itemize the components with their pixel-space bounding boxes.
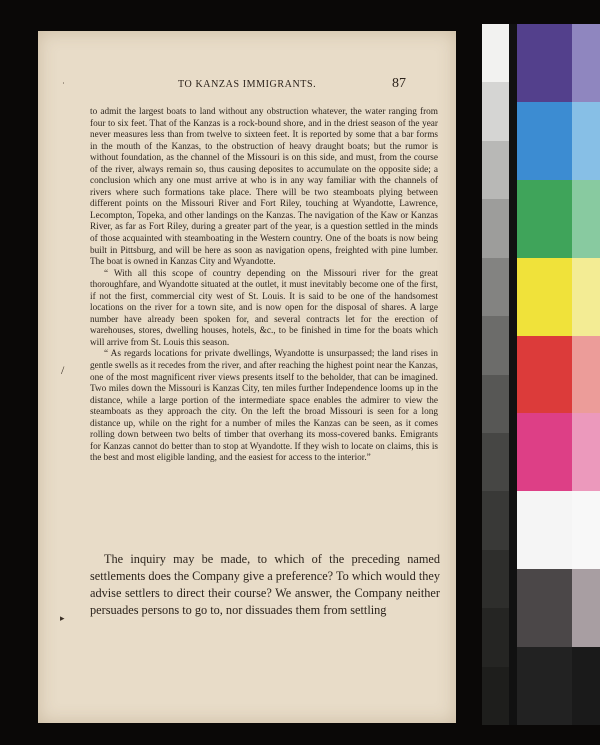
gray-chip	[482, 550, 509, 609]
running-head	[38, 76, 456, 95]
color-chip	[517, 102, 572, 180]
color-chip	[517, 24, 572, 102]
light-chip	[572, 413, 600, 491]
gray-chip	[482, 199, 509, 258]
margin-mark: ˙	[62, 81, 65, 91]
running-title: TO KANZAS IMMIGRANTS.	[178, 79, 317, 90]
paragraph: to admit the largest boats to land without any obstruction whatever, the water ranging from four to six feet. That of the Kanzas is a rock-bound shore, and in the driest season of the year never measures less than from twelve to sixteen feet. It is reported by some that a bar forms in the mouth of the Kanzas, to the obstruction of heavy draught boats; but the rumor is without foundation, as the channel of the Missouri is on this side, and must, from the course of the river, always remain so, thus causing deposites to accumulate on the opposite side; a conclusion which any one must arrive at who is in any way familiar with the channels of rivers where such formations take place. There will be two steamboats plying between different points on the Missouri River and Fort Riley, touching at Wyandotte, Lawrence, Lecompton, Topeka, and other landings on the Kanzas. The navigation of the Kaw or Kanzas River, as far as Fort Riley, during a greater part of the year, is a question settled in the minds of those acquainted with steamboating in the Western country. One of the boats is now being built in Pittsburg, and will be here as soon as navigation opens, freighted with pine lumber. The boat is owned in Kanzas City and Wyandotte.	[90, 107, 438, 268]
gray-chip	[482, 258, 509, 317]
gray-scale-strip	[482, 24, 509, 725]
page-number: 87	[392, 76, 406, 91]
paragraph: The inquiry may be made, to which of the preceding named settlements does the Company give a preference? To which would they advise settlers to direct their course? We answer, the Company neither persuades persons to go to, nor dissuades them from settling	[90, 552, 440, 617]
light-chip	[572, 491, 600, 569]
gray-chip	[482, 667, 509, 726]
color-chip	[517, 258, 572, 336]
color-chip	[517, 569, 572, 647]
body-text-small	[90, 107, 438, 465]
book-page	[38, 31, 456, 723]
light-chip	[572, 180, 600, 258]
color-calibration-card	[482, 24, 600, 725]
light-chip	[572, 569, 600, 647]
color-chip	[517, 180, 572, 258]
margin-mark: ▸	[60, 613, 65, 623]
paragraph: “ With all this scope of country depending on the Missouri river for the great thoroughfare, and Wyandotte situated at the outlet, it must inevitably become one of the first, if not the first, commercial city west of St. Louis. It is said to be one of the handsomest locations on the river for a town site, and is now open for the disposal of shares. A large number have already been spoken for, and several contracts let for the erection of warehouses, stores, dwelling houses, hotels, &c., to be finished in time for the boats which will arrive from St. Louis this season.	[90, 268, 438, 348]
light-chip-strip	[572, 24, 600, 725]
paragraph: “ As regards locations for private dwellings, Wyandotte is unsurpassed; the land rises in gentle swells as it recedes from the river, and after reaching the highest point near the Kanzas, one of the most magnificent river views presents itself to the beholder, that can be imagined. Two miles down the Missouri is Kanzas City, ten miles further Independence looms up in the distance, while a large portion of the intermediate space enables the admirer to view the steamboats as they approach the city. On the left the broad Missouri is seen for a long distance up, while on the right for a number of miles the Kanzas can be seen, as it comes rolling down between two belts of timber that overhang its moss-covered banks. Emigrants for Kanzas cannot do better than to stop at Wyandotte. If they wish to locate on claims, this is the best and most eligible landing, and the easiest for access to the interior.”	[90, 349, 438, 464]
color-chip	[517, 647, 572, 725]
body-text-large	[90, 551, 440, 619]
light-chip	[572, 258, 600, 336]
gray-chip	[482, 375, 509, 434]
color-chip-strip	[517, 24, 572, 725]
light-chip	[572, 24, 600, 102]
gray-chip	[482, 608, 509, 667]
light-chip	[572, 102, 600, 180]
color-chip	[517, 413, 572, 491]
light-chip	[572, 336, 600, 414]
light-chip	[572, 647, 600, 725]
gray-chip	[482, 433, 509, 492]
gray-chip	[482, 141, 509, 200]
gray-chip	[482, 491, 509, 550]
gray-chip	[482, 82, 509, 141]
color-chip	[517, 336, 572, 414]
gray-chip	[482, 24, 509, 83]
margin-mark: /	[61, 363, 65, 377]
color-chip	[517, 491, 572, 569]
gray-chip	[482, 316, 509, 375]
